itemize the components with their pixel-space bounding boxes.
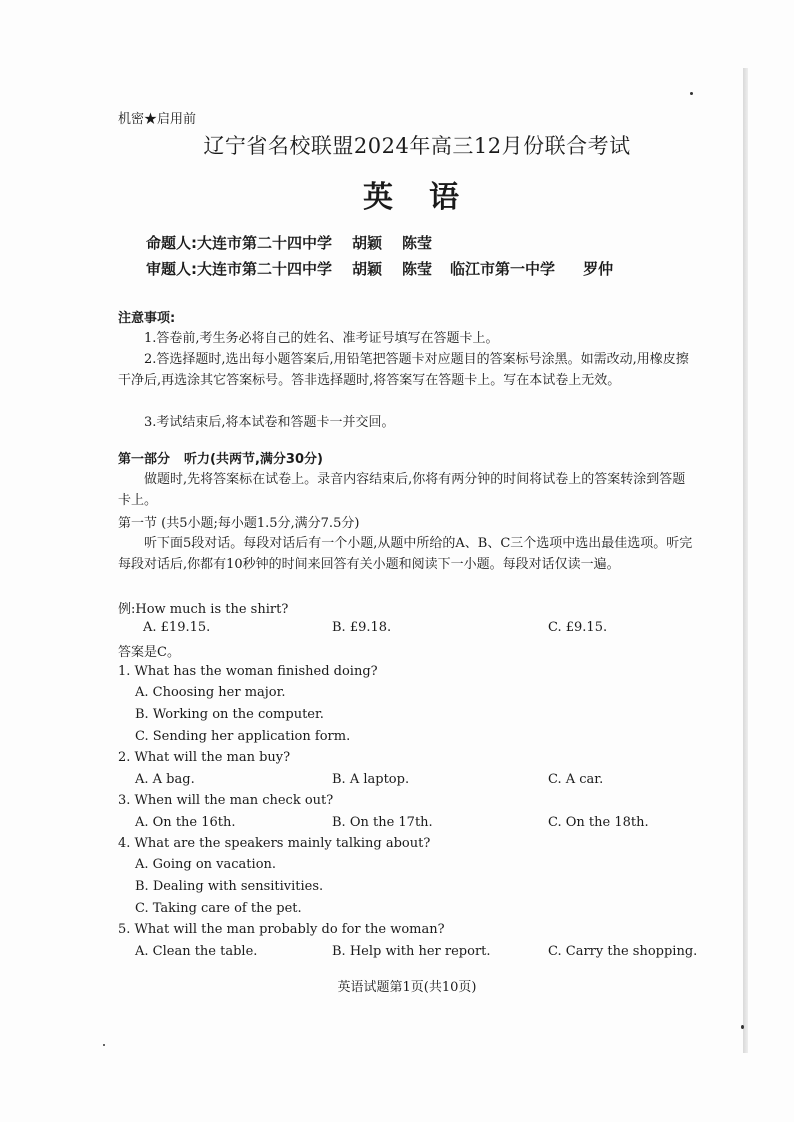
question-3-option-b: B. On the 17th. [332, 815, 433, 830]
question-1: 1. What has the woman finished doing? [118, 664, 378, 679]
confidential-mark: 机密★启用前 [118, 112, 197, 127]
part1-instructions: 做题时,先将答案标在试卷上。录音内容结束后,你将有两分钟的时间将试卷上的答案转涂到答题卡上。 [118, 472, 686, 508]
example-answer: 答案是C。 [118, 645, 180, 660]
question-3-option-a: A. On the 16th. [135, 815, 236, 830]
question-2-option-a: A. A bag. [135, 772, 195, 787]
scan-speck [103, 1044, 105, 1046]
part1-title: 第一部分 听力(共两节,满分30分) [118, 452, 323, 467]
note-item-3: 3.考试结束后,将本试卷和答题卡一并交回。 [144, 415, 395, 430]
question-2: 2. What will the man buy? [118, 750, 291, 765]
question-1-option-a: A. Choosing her major. [135, 685, 286, 700]
question-5: 5. What will the man probably do for the woman? [118, 922, 445, 937]
question-4-option-c: C. Taking care of the pet. [135, 901, 302, 916]
section1-title: 第一节 (共5小题;每小题1.5分,满分7.5分) [118, 516, 360, 531]
question-5-option-b: B. Help with her report. [332, 944, 491, 959]
page-footer: 英语试题第1页(共10页) [337, 980, 477, 995]
note-item-2: 2.答选择题时,选出每小题答案后,用铅笔把答题卡对应题目的答案标号涂黑。如需改动,用橡皮擦干净后,再选涂其它答案标号。答非选择题时,将答案写在答题卡上。写在本试卷上无效。 [118, 352, 689, 388]
reviewer-line: 审题人:大连市第二十四中学 胡颖 陈莹 临江市第一中学 罗仲 [146, 260, 614, 278]
subject-title: 英 语 [363, 180, 461, 215]
setter-line: 命题人:大连市第二十四中学 胡颖 陈莹 [146, 234, 433, 252]
question-3-option-c: C. On the 18th. [548, 815, 649, 830]
question-4-option-a: A. Going on vacation. [135, 857, 277, 872]
question-5-option-c: C. Carry the shopping. [548, 944, 698, 959]
question-3: 3. When will the man check out? [118, 793, 334, 808]
exam-title: 辽宁省名校联盟2024年高三12月份联合考试 [203, 134, 631, 158]
example-question: 例:How much is the shirt? [118, 602, 289, 617]
question-2-option-b: B. A laptop. [332, 772, 410, 787]
example-option-a: A. £19.15. [143, 620, 211, 635]
scan-speck [741, 1025, 744, 1029]
example-option-c: C. £9.15. [548, 620, 608, 635]
example-option-b: B. £9.18. [332, 620, 392, 635]
question-2-option-c: C. A car. [548, 772, 604, 787]
question-1-option-c: C. Sending her application form. [135, 729, 351, 744]
question-1-option-b: B. Working on the computer. [135, 707, 324, 722]
question-4-option-b: B. Dealing with sensitivities. [135, 879, 324, 894]
notes-title: 注意事项: [118, 311, 176, 326]
question-4: 4. What are the speakers mainly talking about? [118, 836, 431, 851]
note-item-1: 1.答卷前,考生务必将自己的姓名、准考证号填写在答题卡上。 [144, 331, 499, 346]
section1-instructions: 听下面5段对话。每段对话后有一个小题,从题中所给的A、B、C三个选项中选出最佳选项。听完每段对话后,你都有10秒钟的时间来回答有关小题和阅读下一小题。每段对话仅读一遍。 [118, 536, 693, 572]
question-5-option-a: A. Clean the table. [135, 944, 258, 959]
scan-speck [690, 92, 693, 95]
